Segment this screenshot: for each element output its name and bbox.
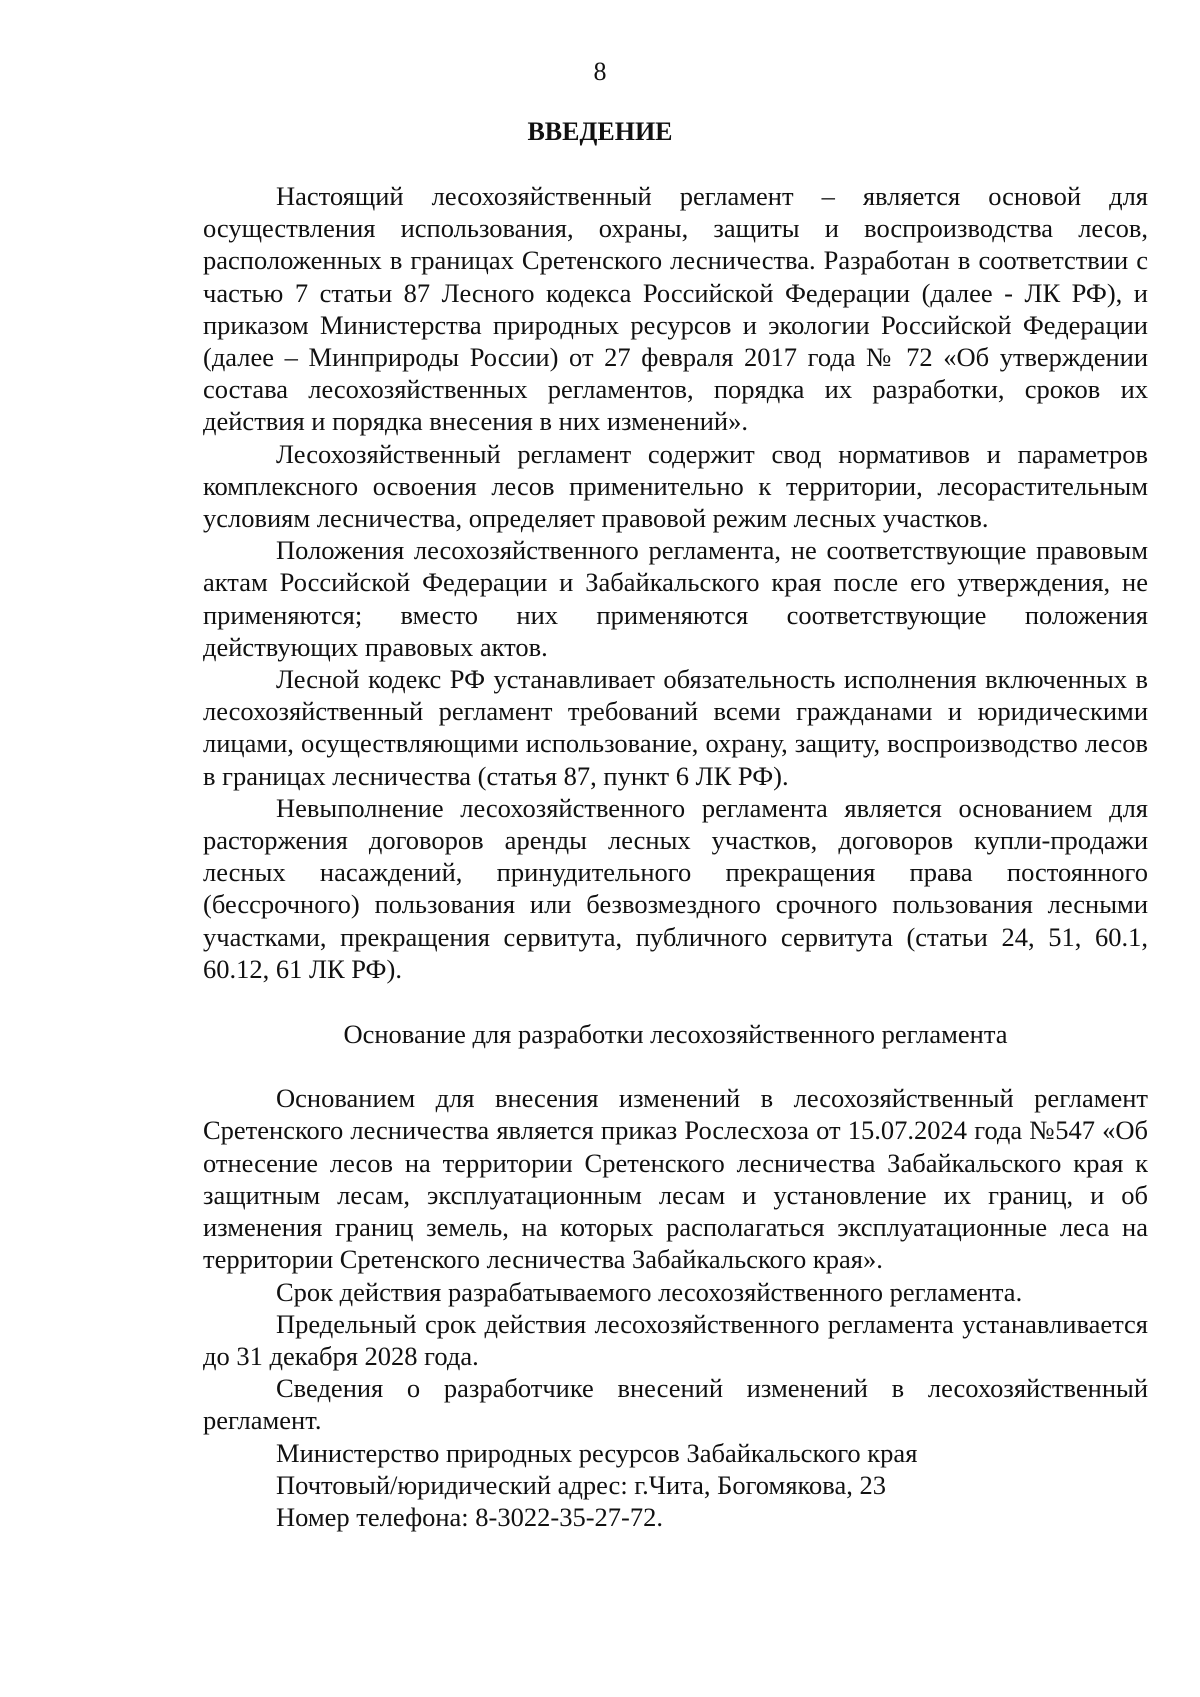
developer-address: Почтовый/юридический адрес: г.Чита, Богомякова, 23 — [276, 1469, 886, 1500]
intro-paragraph: Невыполнение лесохозяйственного регламента является основанием для расторжения договоров аренды лесных участков, договоров купли-продажи лесных насаждений, принудительного прекращения права постоянного (бессрочного) пользования или безвозмездного срочного пользования лесными участками, прекращения сервитута, публичного сервитута (статьи 24, 51, 60.1, 60.12, 61 ЛК РФ). — [203, 792, 1148, 984]
page-number: 8 — [593, 57, 607, 86]
document-body — [203, 180, 1148, 1533]
intro-paragraph: Настоящий лесохозяйственный регламент – является основой для осуществления использования, охраны, защиты и воспроизводства лесов, расположенных в границах Сретенского лесничества. Разработан в соответствии с частью 7 статьи 87 Лесного кодекса Российской Федерации (далее - ЛК РФ), и приказом Министерства природных ресурсов и экологии Российской Федерации (далее – Минприроды России) от 27 февраля 2017 года № 72 «Об утверждении состава лесохозяйственных регламентов, порядка их разработки, сроков их действия и порядка внесения в них изменений». — [203, 181, 1148, 437]
basis-paragraph: Предельный срок действия лесохозяйственного регламента устанавливается до 31 декабря 2028 года. — [203, 1308, 1148, 1371]
intro-paragraph: Лесохозяйственный регламент содержит свод нормативов и параметров комплексного освоения лесов применительно к территории, лесорастительным условиям лесничества, определяет правовой режим лесных участков. — [203, 438, 1148, 534]
basis-paragraph: Основанием для внесения изменений в лесохозяйственный регламент Сретенского лесничества является приказ Рослесхоза от 15.07.2024 года №547 «Об отнесение лесов на территории Сретенского лесничества Забайкальского края к защитным лесам, эксплуатационным лесам и установление их границ, и об изменения границ земель, на которых располагаться эксплуатационные леса на территории Сретенского лесничества Забайкальского края». — [203, 1083, 1148, 1275]
developer-name: Министерство природных ресурсов Забайкальского края — [276, 1437, 918, 1468]
subsection-heading: Основание для разработки лесохозяйственного регламента — [343, 1019, 1008, 1050]
intro-paragraph: Лесной кодекс РФ устанавливает обязательность исполнения включенных в лесохозяйственный регламент требований всеми гражданами и юридическими лицами, осуществляющими использование, охрану, защиту, воспроизводство лесов в границах лесничества (статья 87, пункт 6 ЛК РФ). — [203, 664, 1148, 791]
developer-phone: Номер телефона: 8-3022-35-27-72. — [276, 1501, 663, 1532]
basis-paragraph: Сведения о разработчике внесений изменений в лесохозяйственный регламент. — [203, 1373, 1148, 1436]
intro-paragraph: Положения лесохозяйственного регламента, не соответствующие правовым актам Российской Федерации и Забайкальского края после его утверждения, не применяются; вместо них применяются соответствующие положения действующих правовых актов. — [203, 535, 1148, 662]
section-heading: ВВЕДЕНИЕ — [527, 117, 673, 146]
basis-paragraph: Срок действия разрабатываемого лесохозяйственного регламента. — [276, 1276, 1023, 1307]
